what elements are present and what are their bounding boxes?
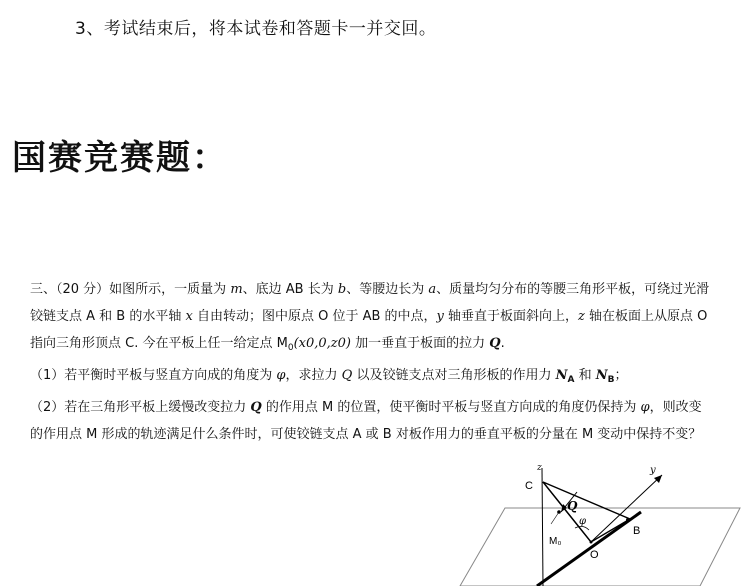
ground-plane — [460, 508, 740, 586]
label-o: O — [590, 549, 599, 561]
question-2-line-1 — [30, 394, 720, 421]
label-b: B — [633, 525, 641, 537]
z-axis — [542, 468, 543, 586]
label-z: z — [537, 463, 542, 473]
text: . — [500, 336, 505, 351]
text: 三、（20 分）如图所示，一质量为 — [30, 282, 231, 297]
text: 铰链支点 A 和 B 的水平轴 — [30, 309, 186, 324]
text: ； — [614, 368, 628, 383]
label-c: C — [525, 480, 533, 492]
subscript: B — [607, 375, 615, 385]
label-y: y — [650, 465, 656, 476]
problem-statement — [30, 276, 720, 448]
text: 轴在板面上从原点 O — [584, 309, 708, 324]
point-coords: (x0,0,z0) — [293, 336, 351, 351]
y-var: y — [436, 309, 444, 324]
text: 和 — [574, 368, 596, 383]
side-var: a — [428, 282, 437, 297]
point-o — [590, 541, 593, 544]
force-var: Q — [489, 336, 501, 351]
text: 的作用点 M 的位置，使平衡时平板与竖直方向成的角度仍保持为 — [261, 400, 641, 415]
triangle-plate — [543, 482, 630, 542]
exam-notice: 3、考试结束后，将本试卷和答题卡一并交回。 — [75, 19, 437, 39]
text: 轴垂直于板面斜向上， — [443, 309, 579, 324]
label-m0: M₀ — [549, 536, 562, 547]
question-1 — [30, 362, 720, 394]
z-var: z — [578, 309, 585, 324]
text: 、质量均匀分布的等腰三角形平板，可绕过光滑 — [436, 282, 710, 297]
label-q: Q — [567, 499, 578, 513]
text: ，求拉力 — [285, 368, 342, 383]
problem-line-3 — [30, 330, 720, 362]
text: ，则改变 — [649, 400, 702, 415]
problem-line-2 — [30, 303, 720, 330]
text: 、等腰边长为 — [346, 282, 429, 297]
force-var: Q — [250, 400, 262, 415]
text: 以及铰链支点对三角形板的作用力 — [352, 368, 556, 383]
text: 自由转动；图中原点 O 位于 AB 的中点， — [192, 309, 437, 324]
triangle-plate-figure — [455, 462, 745, 586]
text: （1）若平衡时平板与竖直方向成的角度为 — [30, 368, 277, 383]
angle-var: φ — [640, 400, 650, 415]
section-heading: 国赛竞赛题： — [12, 138, 228, 178]
subscript: A — [567, 375, 575, 385]
subscript: 0 — [287, 343, 294, 353]
force-var: Q — [341, 368, 353, 383]
m0-leader — [551, 512, 559, 524]
point-b — [626, 518, 630, 522]
mass-var: m — [230, 282, 243, 297]
angle-var: φ — [276, 368, 286, 383]
base-var: b — [337, 282, 347, 297]
text: 加一垂直于板面的拉力 — [350, 336, 490, 351]
problem-line-1 — [30, 276, 720, 303]
label-phi: φ — [579, 516, 587, 527]
text: （2）若在三角形平板上缓慢改变拉力 — [30, 400, 251, 415]
force-nb: N — [595, 368, 608, 383]
x-var: x — [185, 309, 193, 324]
hinge-axis — [537, 512, 641, 586]
question-2-line-2: 的作用点 M 形成的轨迹满足什么条件时，可使铰链支点 A 或 B 对板作用力的垂直平板的分量在 M 变动中保持不变？ — [30, 427, 702, 442]
text: 、底边 AB 长为 — [242, 282, 338, 297]
text: 指向三角形顶点 C. 今在平板上任一给定点 M — [30, 336, 288, 351]
force-na: N — [555, 368, 568, 383]
